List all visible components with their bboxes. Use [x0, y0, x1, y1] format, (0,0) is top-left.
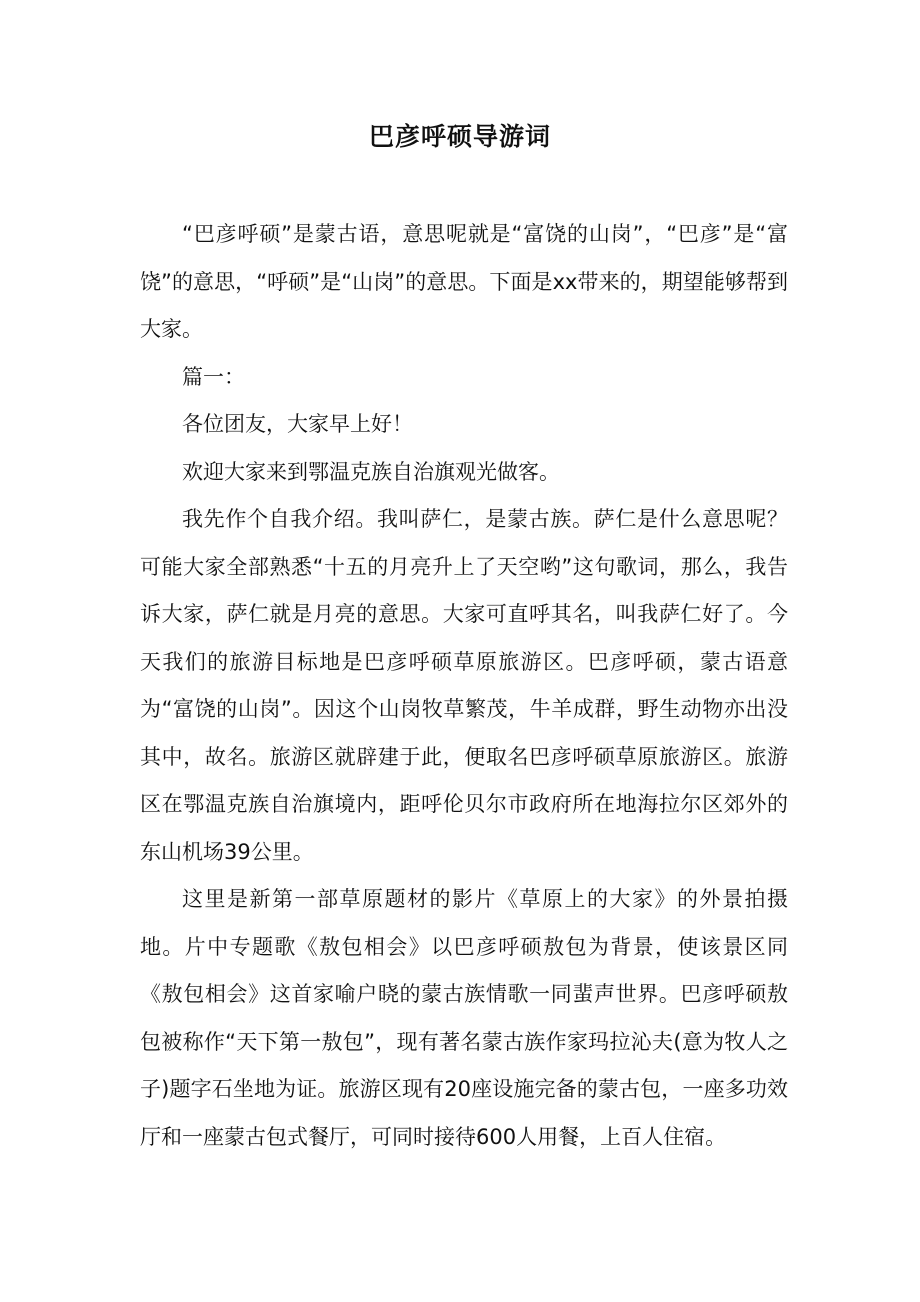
document-body: [140, 211, 788, 1161]
paragraph-intro: “巴彦呼硕”是蒙古语，意思呢就是“富饶的山岗”，“巴彦”是“富饶”的意思，“呼硕”是“山岗”的意思。下面是xx带来的，期望能够帮到大家。: [140, 222, 788, 341]
document-title: 巴彦呼硕导游词: [368, 122, 551, 151]
paragraph-welcome: 欢迎大家来到鄂温克族自治旗观光做客。: [182, 459, 560, 484]
paragraph-film-location: 这里是新第一部草原题材的影片《草原上的大家》的外景拍摄地。片中专题歌《敖包相会》以巴彦呼硕敖包为背景，使该景区同《敖包相会》这首家喻户晓的蒙古族情歌一同蜚声世界。巴彦呼硕敖包被称作“天下第一敖包”，现有著名蒙古族作家玛拉沁夫(意为牧人之子)题字石坐地为证。旅游区现有20座设施完备的蒙古包，一座多功效厅和一座蒙古包式餐厅，可同时接待600人用餐，上百人住宿。: [140, 887, 788, 1149]
paragraph-self-introduction: 我先作个自我介绍。我叫萨仁，是蒙古族。萨仁是什么意思呢？可能大家全部熟悉“十五的月亮升上了天空哟”这句歌词，那么，我告诉大家，萨仁就是月亮的意思。大家可直呼其名，叫我萨仁好了。今天我们的旅游目标地是巴彦呼硕草原旅游区。巴彦呼硕，蒙古语意为“富饶的山岗”。因这个山岗牧草繁茂，牛羊成群，野生动物亦出没其中，故名。旅游区就辟建于此，便取名巴彦呼硕草原旅游区。旅游区在鄂温克族自治旗境内，距呼伦贝尔市政府所在地海拉尔区郊外的东山机场39公里。: [140, 507, 788, 864]
paragraph-section-heading: 篇一：: [182, 364, 245, 389]
paragraph-greeting: 各位团友，大家早上好！: [182, 412, 413, 436]
